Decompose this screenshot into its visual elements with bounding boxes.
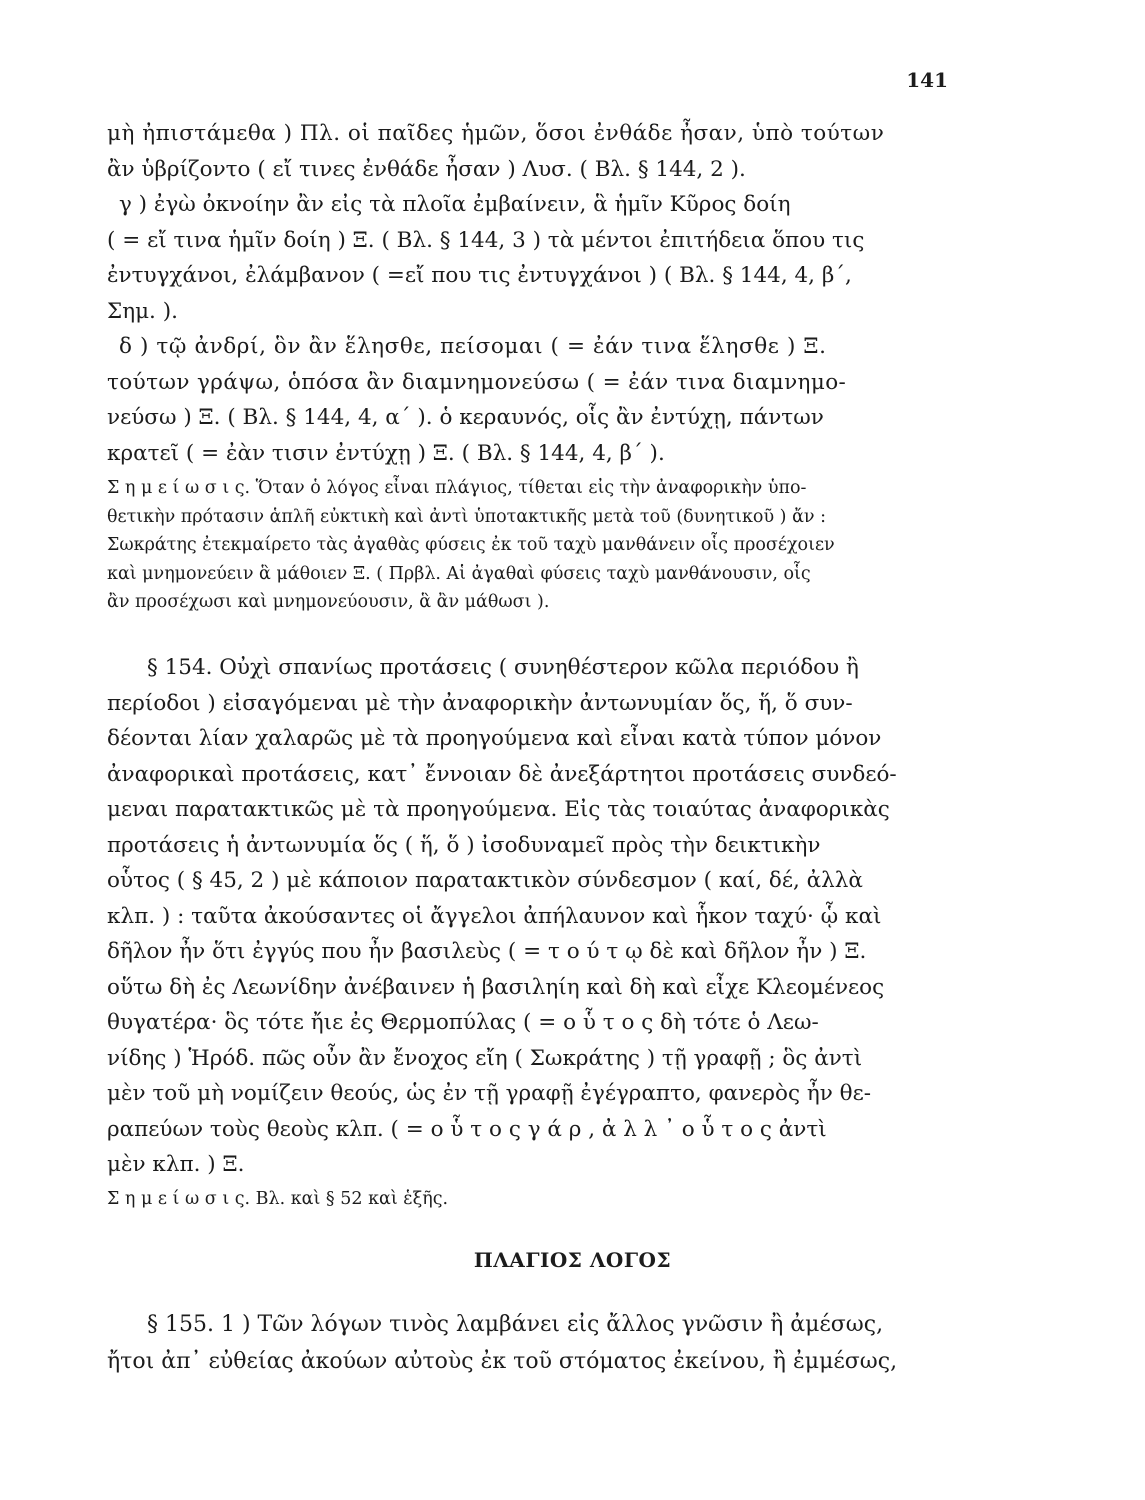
text-line: μὴ ἠπιστάμεθα ) Πλ. οἱ παῖδες ἡμῶν, ὅσοι ἐνθάδε ἦσαν, ὑπὸ τούτων (107, 121, 885, 146)
text-line: νίδης ) Ἡρόδ. πῶς οὖν ἂν ἔνοχος εἴη ( Σωκράτης ) τῇ γραφῇ ; ὃς ἀντὶ (107, 1045, 863, 1071)
note-line: Σωκράτης ἐτεκμαίρετο τὰς ἀγαθὰς φύσεις ἐκ τοῦ ταχὺ μανθάνειν οἷς προσέχοιεν (107, 535, 835, 555)
text-line: § 155. 1 ) Τῶν λόγων τινὸς λαμβάνει εἰς ἄλλος γνῶσιν ἢ ἀμέσως, (147, 1312, 884, 1337)
note-line: Σ η μ ε ί ω σ ι ς. Ὅταν ὁ λόγος εἶναι πλάγιος, τίθεται εἰς τὴν ἀναφορικὴν ὑπο- (107, 478, 807, 498)
text-line: τούτων γράψω, ὁπόσα ἂν διαμνημονεύσω ( = ἐάν τινα διαμνημο- (107, 369, 847, 395)
text-line: δῆλον ἦν ὅτι ἐγγύς που ἦν βασιλεὺς ( = τ ο ύ τ ῳ δὲ καὶ δῆλον ἦν ) Ξ. (107, 939, 867, 964)
text-line: Σημ. ). (107, 298, 178, 324)
text-line: κρατεῖ ( = ἐὰν τισιν ἐντύχῃ ) Ξ. ( Βλ. § 144, 4, β΄ ). (107, 440, 665, 466)
text-line: δέονται λίαν χαλαρῶς μὲ τὰ προηγούμενα καὶ εἶναι κατὰ τύπον μόνον (107, 726, 882, 751)
note-line: καὶ μνημονεύειν ἃ μάθοιεν Ξ. ( Πρβλ. Αἱ ἀγαθαὶ φύσεις ταχὺ μανθάνουσιν, οἷς (107, 563, 811, 584)
section-heading: ΠΛΑΓΙΟΣ ΛΟΓΟΣ (473, 1248, 672, 1272)
text-line: θυγατέρα· ὃς τότε ἤιε ἐς Θερμοπύλας ( = ο ὗ τ ο ς δὴ τότε ὁ Λεω- (107, 1010, 819, 1035)
section-155 (107, 1306, 897, 1380)
text-line: γ ) ἐγὼ ὀκνοίην ἂν εἰς τὰ πλοῖα ἐμβαίνειν, ἃ ἡμῖν Κῦρος δοίη (119, 192, 791, 217)
text-line: ( = εἴ τινα ἡμῖν δοίη ) Ξ. ( Βλ. § 144, 3 ) τὰ μέντοι ἐπιτήδεια ὅπου τις (107, 227, 865, 253)
text-line: ἂν ὑβρίζοντο ( εἴ τινες ἐνθάδε ἦσαν ) Λυσ. ( Βλ. § 144, 2 ). (107, 156, 746, 182)
section-154 (107, 650, 957, 1183)
paragraph-examples (107, 116, 957, 471)
text-line: δ ) τῷ ἀνδρί, ὃν ἂν ἕλησθε, πείσομαι ( = ἐάν τινα ἕλησθε ) Ξ. (119, 334, 827, 359)
text-line: ἀναφορικαὶ προτάσεις, κατ᾽ ἔννοιαν δὲ ἀνεξάρτητοι προτάσεις συνδεό- (107, 761, 897, 787)
note-line: Σ η μ ε ί ω σ ι ς. Βλ. καὶ § 52 καὶ ἑξῆς. (107, 1189, 449, 1209)
text-line: περίοδοι ) εἰσαγόμεναι μὲ τὴν ἀναφορικὴν ἀντωνυμίαν ὅς, ἥ, ὅ συν- (107, 690, 853, 716)
text-line: μὲν τοῦ μὴ νομίζειν θεούς, ὡς ἐν τῇ γραφῇ ἐγέγραπτο, φανερὸς ἦν θε- (107, 1081, 871, 1106)
note-indirect-speech (107, 474, 957, 617)
text-line: οὗτος ( § 45, 2 ) μὲ κάποιον παρατακτικὸν σύνδεσμον ( καί, δέ, ἀλλὰ (107, 868, 863, 893)
text-line: μεναι παρατακτικῶς μὲ τὰ προηγούμενα. Εἰς τὰς τοιαύτας ἀναφορικὰς (107, 797, 890, 822)
text-line: ἐντυγχάνοι, ἐλάμβανον ( =εἴ που τις ἐντυγχάνοι ) ( Βλ. § 144, 4, β΄, (107, 263, 852, 288)
note-see-also (107, 1185, 448, 1213)
text-line: § 154. Οὐχὶ σπανίως προτάσεις ( συνηθέστερον κῶλα περιόδου ἢ (147, 655, 859, 680)
text-line: ἤτοι ἀπ᾽ εὐθείας ἀκούων αὐτοὺς ἐκ τοῦ στόματος ἐκείνου, ἢ ἐμμέσως, (107, 1349, 898, 1374)
text-line: οὕτω δὴ ἐς Λεωνίδην ἀνέβαινεν ἡ βασιληίη καὶ δὴ καὶ εἶχε Κλεομένεος (107, 974, 885, 1000)
page-number: 141 (906, 68, 948, 92)
note-line: θετικὴν πρότασιν ἁπλῆ εὐκτικὴ καὶ ἀντὶ ὑποτακτικῆς μετὰ τοῦ (δυνητικοῦ ) ἄν : (107, 506, 826, 527)
text-line: μὲν κλπ. ) Ξ. (107, 1152, 245, 1177)
text-line: κλπ. ) : ταῦτα ἀκούσαντες οἱ ἄγγελοι ἀπήλαυνον καὶ ἧκον ταχύ· ᾧ καὶ (107, 903, 882, 929)
text-line: ραπεύων τοὺς θεοὺς κλπ. ( = ο ὗ τ ο ς γ ά ρ , ἀ λ λ ᾽ ο ὗ τ ο ς ἀντὶ (107, 1116, 827, 1142)
text-line: νεύσω ) Ξ. ( Βλ. § 144, 4, α΄ ). ὁ κεραυνός, οἷς ἂν ἐντύχῃ, πάντων (107, 405, 824, 430)
note-line: ἂν προσέχωσι καὶ μνημονεύουσιν, ἃ ἂν μάθωσι ). (107, 592, 550, 612)
text-line: προτάσεις ἡ ἀντωνυμία ὅς ( ἥ, ὅ ) ἰσοδυναμεῖ πρὸς τὴν δεικτικὴν (107, 832, 821, 858)
